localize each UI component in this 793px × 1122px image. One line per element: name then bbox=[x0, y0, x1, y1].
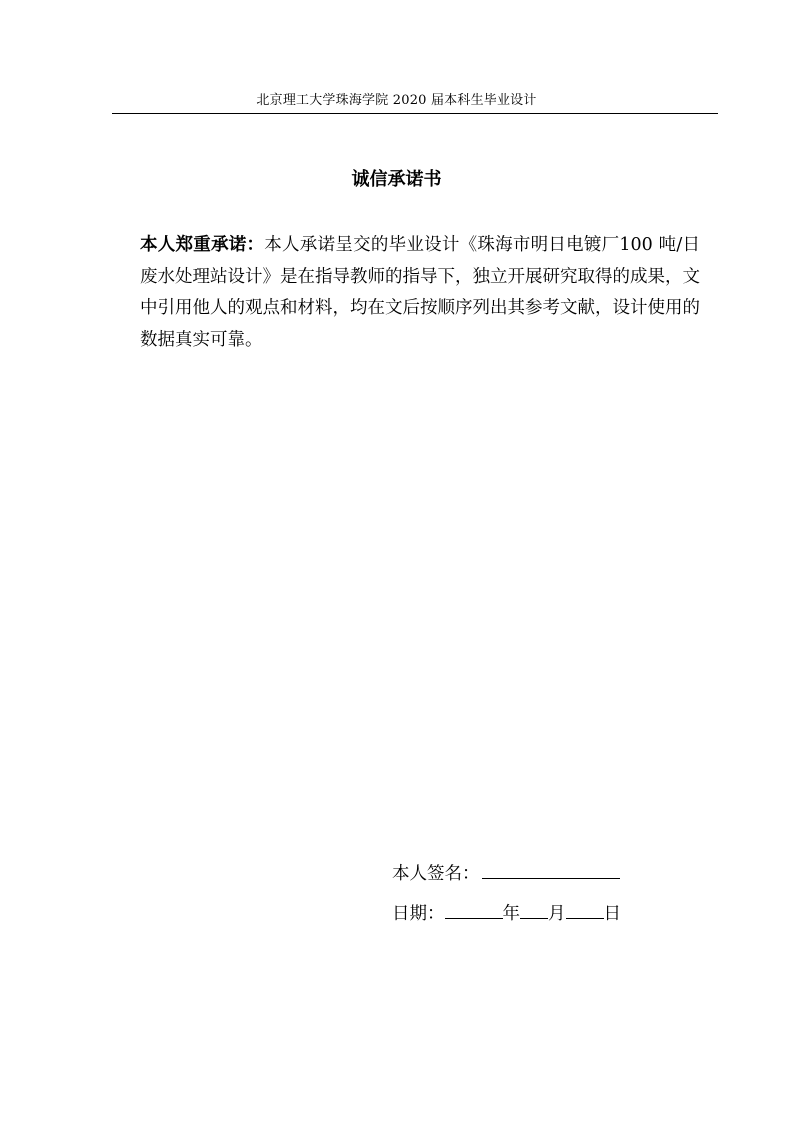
month-label: 月 bbox=[548, 904, 566, 924]
month-blank bbox=[520, 899, 548, 919]
signature-blank bbox=[482, 859, 620, 879]
header-rule bbox=[112, 113, 718, 114]
page-title: 诚信承诺书 bbox=[351, 169, 442, 190]
day-blank bbox=[566, 899, 604, 919]
signature-row bbox=[392, 859, 620, 886]
statement-body: 本人承诺呈交的毕业设计《珠海市明日电镀厂100 吨/日废水处理站设计》是在指导教师的指导下，独立开展研究取得的成果，文中引用他人的观点和材料，均在文后按顺序列出其参考文献，设计使用的数据真实可靠。 bbox=[140, 235, 701, 350]
integrity-statement bbox=[140, 230, 700, 356]
running-header: 北京理工大学珠海学院 2020 届本科生毕业设计 bbox=[256, 93, 537, 108]
year-label: 年 bbox=[502, 904, 520, 924]
year-blank bbox=[445, 899, 503, 919]
statement-lead: 本人郑重承诺： bbox=[140, 235, 265, 255]
signature-label: 本人签名： bbox=[392, 864, 480, 884]
day-label: 日 bbox=[603, 904, 621, 924]
date-row bbox=[392, 899, 621, 926]
date-label: 日期： bbox=[392, 904, 445, 924]
